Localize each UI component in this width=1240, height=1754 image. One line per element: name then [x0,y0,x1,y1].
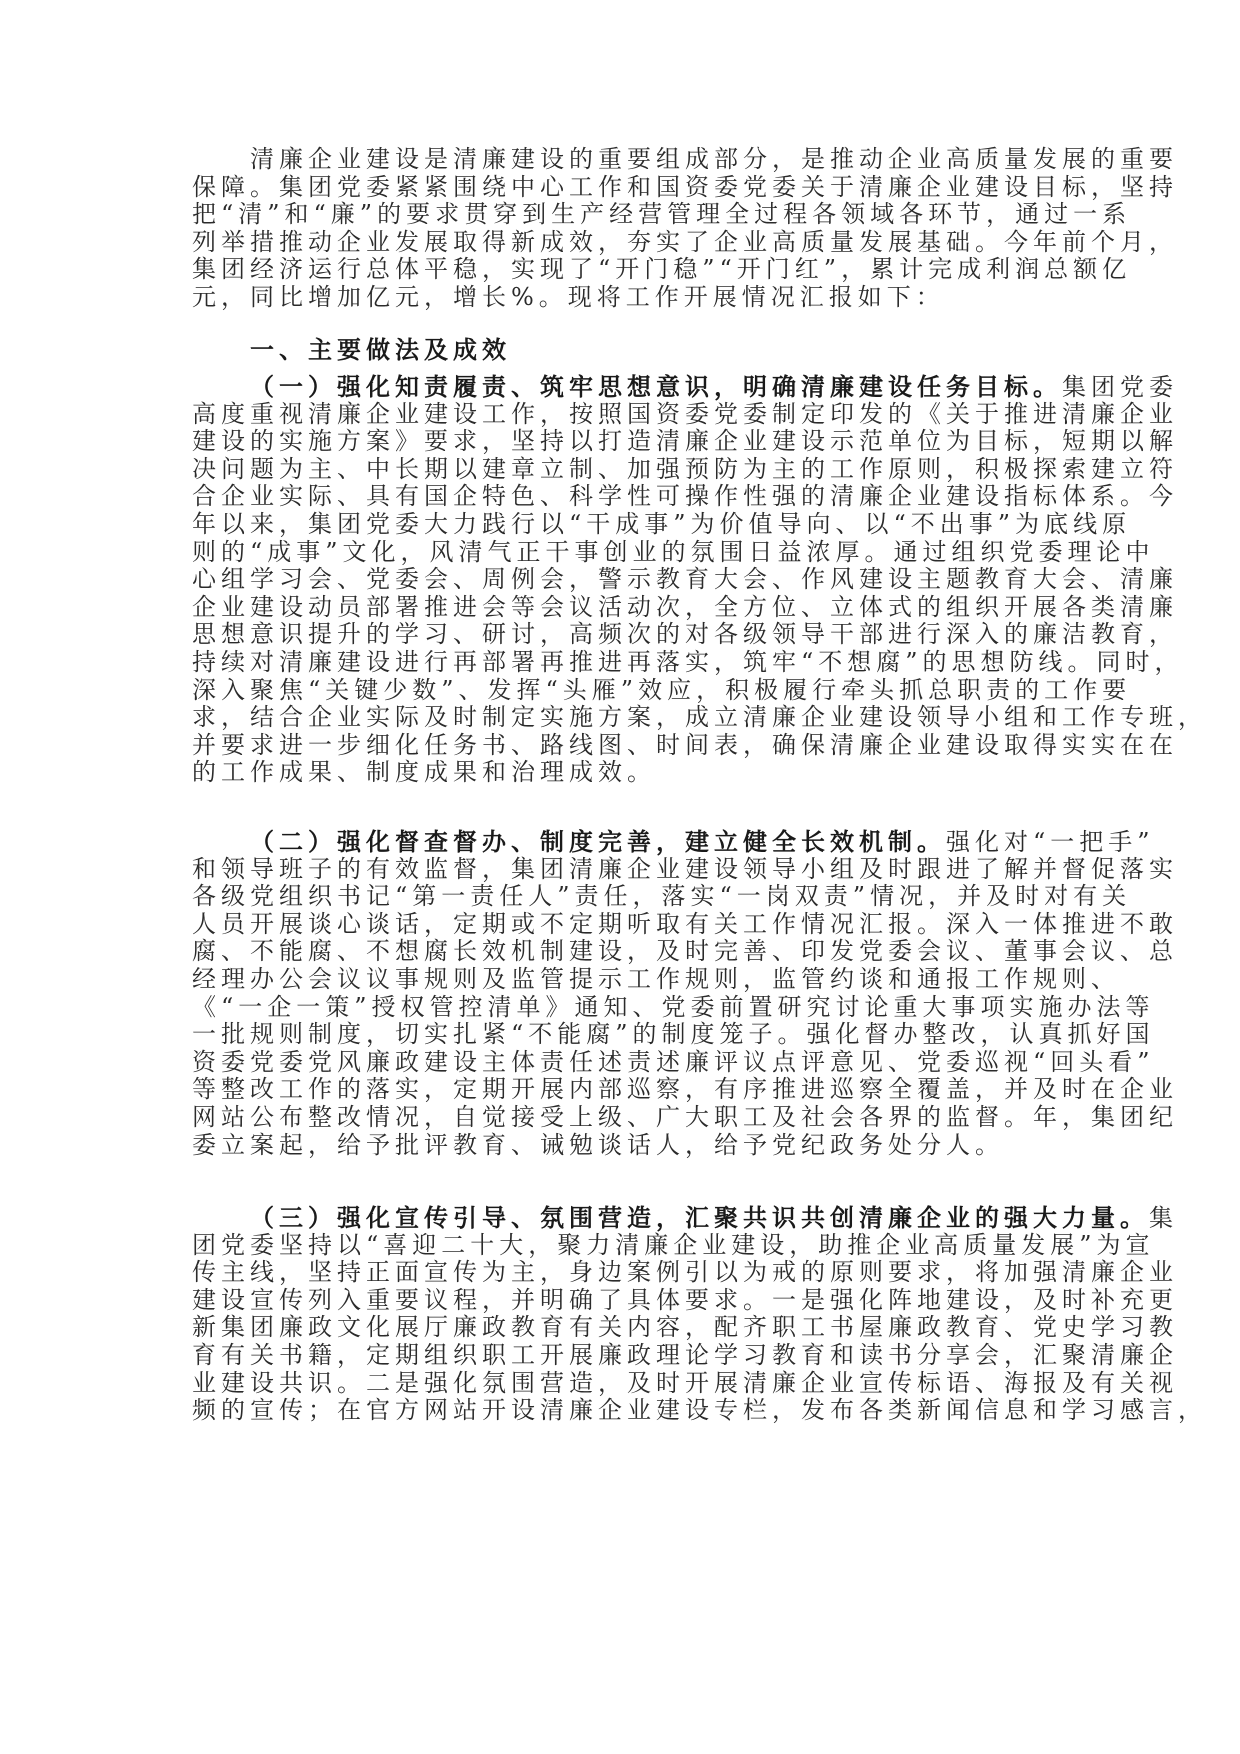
subsection-title: （二）强化督查督办、制度完善，建立健全长效机制。 [250,827,946,856]
text-line: 业建设共识。二是强化氛围营造，及时开展清廉企业宣传标语、海报及有关视 [192,1368,1178,1397]
subsection-3-paragraph [192,1203,1207,1425]
text-line: 团党委坚持以“喜迎二十大，聚力清廉企业建设，助推企业高质量发展”为宣 [192,1230,1155,1259]
text-line: 把“清”和“廉”的要求贯穿到生产经营管理全过程各领域各环节，通过一系 [192,200,1132,229]
text-line: 心组学习会、党委会、周例会，警示教育大会、作风建设主题教育大会、清廉 [192,565,1178,594]
text-line: 资委党委党风廉政建设主体责任述责述廉评议点评意见、党委巡视“回头看” [192,1047,1155,1076]
text-line: 新集团廉政文化展厅廉政教育有关内容，配齐职工书屋廉政教育、党史学习教 [192,1313,1178,1342]
text-line: 保障。集团党委紧紧围绕中心工作和国资委党委关于清廉企业建设目标，坚持 [192,172,1178,201]
text-line: 并要求进一步细化任务书、路线图、时间表，确保清廉企业建设取得实实在在 [192,730,1178,759]
text-line: 企业建设动员部署推进会等会议活动次，全方位、立体式的组织开展各类清廉 [192,592,1178,621]
text-line [192,1203,1178,1232]
text-line: 决问题为主、中长期以建章立制、加强预防为主的工作原则，积极探索建立符 [192,454,1178,483]
text-line [192,372,1178,401]
subsection-title: （一）强化知责履责、筑牢思想意识，明确清廉建设任务目标。 [250,372,1062,401]
text-line: 腐、不能腐、不想腐长效机制建设，及时完善、印发党委会议、董事会议、总 [192,937,1178,966]
text-line: 传主线，坚持正面宣传为主，身边案例引以为戒的原则要求，将加强清廉企业 [192,1258,1178,1287]
text-run: 集 [1149,1204,1178,1232]
text-line: 各级党组织书记“第一责任人”责任，落实“一岗双责”情况，并及时对有关 [192,882,1132,911]
text-line: 育有关书籍，定期组织职工开展廉政理论学习教育和读书分享会，汇聚清廉企 [192,1340,1178,1369]
text-line: 年以来，集团党委大力践行以“干成事”为价值导向、以“不出事”为底线原 [192,509,1132,538]
text-line: 合企业实际、具有国企特色、科学性可操作性强的清廉企业建设指标体系。今 [192,482,1178,511]
text-line: 一批规则制度，切实扎紧“不能腐”的制度笼子。强化督办整改，认真抓好国 [192,1020,1155,1049]
subsection-1-paragraph [192,372,1207,787]
section-heading: 一、主要做法及成效 [250,335,511,364]
subsection-2-paragraph [192,827,1178,1159]
text-line: 经理办公会议议事规则及监管提示工作规则，监管约谈和通报工作规则、 [192,964,1120,993]
subsection-title: （三）强化宣传引导、氛围营造，汇聚共识共创清廉企业的强大力量。 [250,1203,1149,1232]
text-line: 网站公布整改情况，自觉接受上级、广大职工及社会各界的监督。年，集团纪 [192,1102,1178,1131]
text-line: 建设宣传列入重要议程，并明确了具体要求。一是强化阵地建设，及时补充更 [192,1285,1178,1314]
text-line: 则的“成事”文化，风清气正干事创业的氛围日益浓厚。通过组织党委理论中 [192,537,1155,566]
text-line: 思想意识提升的学习、研讨，高频次的对各级领导干部进行深入的廉洁教育， [192,620,1178,649]
text-run: 强化对“一把手” [946,828,1155,856]
text-line: 元，同比增加亿元，增长%。现将工作开展情况汇报如下： [192,282,945,311]
text-line: 《“一企一策”授权管控清单》通知、党委前置研究讨论重大事项实施办法等 [192,992,1155,1021]
text-line: 等整改工作的落实，定期开展内部巡察，有序推进巡察全覆盖，并及时在企业 [192,1075,1178,1104]
text-run: 集团党委 [1062,373,1178,401]
text-line: 高度重视清廉企业建设工作，按照国资委党委制定印发的《关于推进清廉企业 [192,399,1178,428]
text-line: 深入聚焦“关键少数”、发挥“头雁”效应，积极履行牵头抓总职责的工作要 [192,675,1132,704]
text-line: 委立案起，给予批评教育、诫勉谈话人，给予党纪政务处分人。 [192,1130,1004,1159]
text-line: 的工作成果、制度成果和治理成效。 [192,758,656,787]
text-line: 持续对清廉建设进行再部署再推进再落实，筑牢“不想腐”的思想防线。同时， [192,647,1184,676]
text-line: 人员开展谈心谈话，定期或不定期听取有关工作情况汇报。深入一体推进不敢 [192,909,1178,938]
text-line: 列举措推动企业发展取得新成效，夯实了企业高质量发展基础。今年前个月， [192,227,1178,256]
text-line: 和领导班子的有效监督，集团清廉企业建设领导小组及时跟进了解并督促落实 [192,854,1178,883]
text-line: 求，结合企业实际及时制定实施方案，成立清廉企业建设领导小组和工作专班， [192,703,1207,732]
text-line: 建设的实施方案》要求，坚持以打造清廉企业建设示范单位为目标，短期以解 [192,427,1178,456]
text-line: 集团经济运行总体平稳，实现了“开门稳”“开门红”，累计完成利润总额亿 [192,255,1132,284]
intro-paragraph [192,145,1178,312]
text-line: 频的宣传；在官方网站开设清廉企业建设专栏，发布各类新闻信息和学习感言， [192,1396,1207,1425]
text-line [192,827,1155,856]
text-line: 清廉企业建设是清廉建设的重要组成部分，是推动企业高质量发展的重要 [250,145,1178,173]
